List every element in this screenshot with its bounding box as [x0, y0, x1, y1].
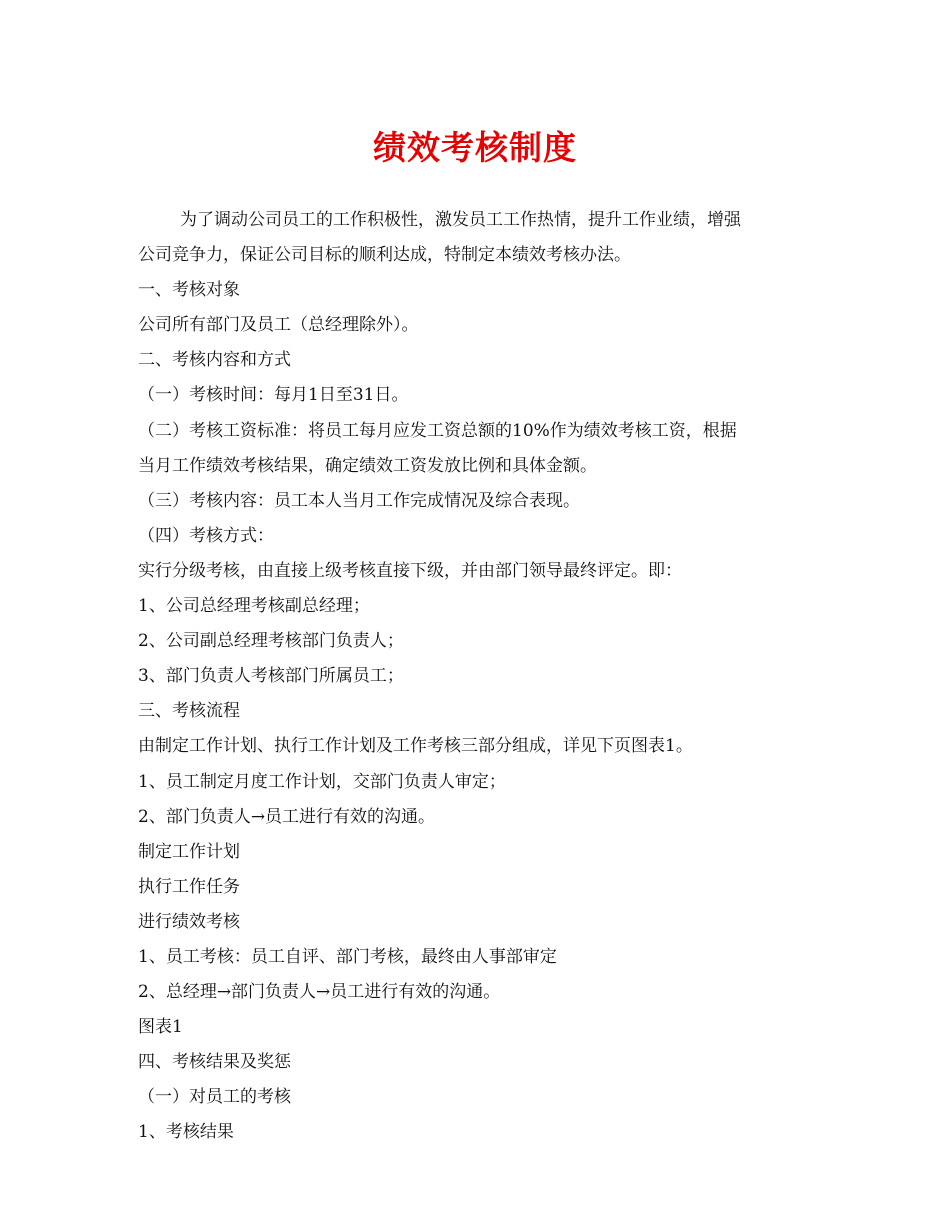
section-heading: 三、考核流程 — [138, 701, 240, 722]
list-item: 1、员工考核：员工自评、部门考核，最终由人事部审定 — [138, 946, 557, 967]
paragraph-line: 由制定工作计划、执行工作计划及工作考核三部分组成，详见下页图表1。 — [138, 736, 693, 757]
paragraph-line: 实行分级考核，由直接上级考核直接下级，并由部门领导最终评定。即： — [138, 560, 682, 581]
list-item: 1、考核结果 — [138, 1122, 234, 1143]
subsection-line: （二）考核工资标准：将员工每月应发工资总额的10%作为绩效考核工资，根据 — [138, 420, 737, 441]
list-item: 2、公司副总经理考核部门负责人； — [138, 631, 404, 652]
section-heading: 一、考核对象 — [138, 280, 240, 301]
subsection-line: （四）考核方式： — [138, 525, 274, 546]
paragraph-line: 公司所有部门及员工（总经理除外）。 — [138, 315, 419, 336]
subsection-line: （一）对员工的考核 — [138, 1087, 291, 1108]
subsection-line: （三）考核内容：员工本人当月工作完成情况及综合表现。 — [138, 490, 580, 511]
document-body — [138, 203, 818, 1151]
list-item: 1、员工制定月度工作计划，交部门负责人审定； — [138, 771, 506, 792]
section-heading: 四、考核结果及奖惩 — [138, 1052, 291, 1073]
flow-step: 执行工作任务 — [138, 876, 240, 897]
paragraph-line: 当月工作绩效考核结果，确定绩效工资发放比例和具体金额。 — [138, 455, 597, 476]
figure-caption: 图表1 — [138, 1017, 183, 1038]
list-item: 2、部门负责人→员工进行有效的沟通。 — [138, 806, 436, 827]
section-heading: 二、考核内容和方式 — [138, 350, 291, 371]
list-item: 2、总经理→部门负责人→员工进行有效的沟通。 — [138, 982, 501, 1003]
document-title: 绩效考核制度 — [373, 128, 577, 167]
flow-step: 制定工作计划 — [138, 841, 240, 862]
list-item: 1、公司总经理考核副总经理； — [138, 596, 370, 617]
subsection-line: （一）考核时间：每月1日至31日。 — [138, 385, 409, 406]
paragraph-line: 公司竞争力，保证公司目标的顺利达成，特制定本绩效考核办法。 — [138, 245, 631, 266]
flow-step: 进行绩效考核 — [138, 911, 240, 932]
paragraph-line: 为了调动公司员工的工作积极性，激发员工工作热情，提升工作业绩，增强 — [180, 210, 741, 230]
list-item: 3、部门负责人考核部门所属员工； — [138, 666, 404, 687]
